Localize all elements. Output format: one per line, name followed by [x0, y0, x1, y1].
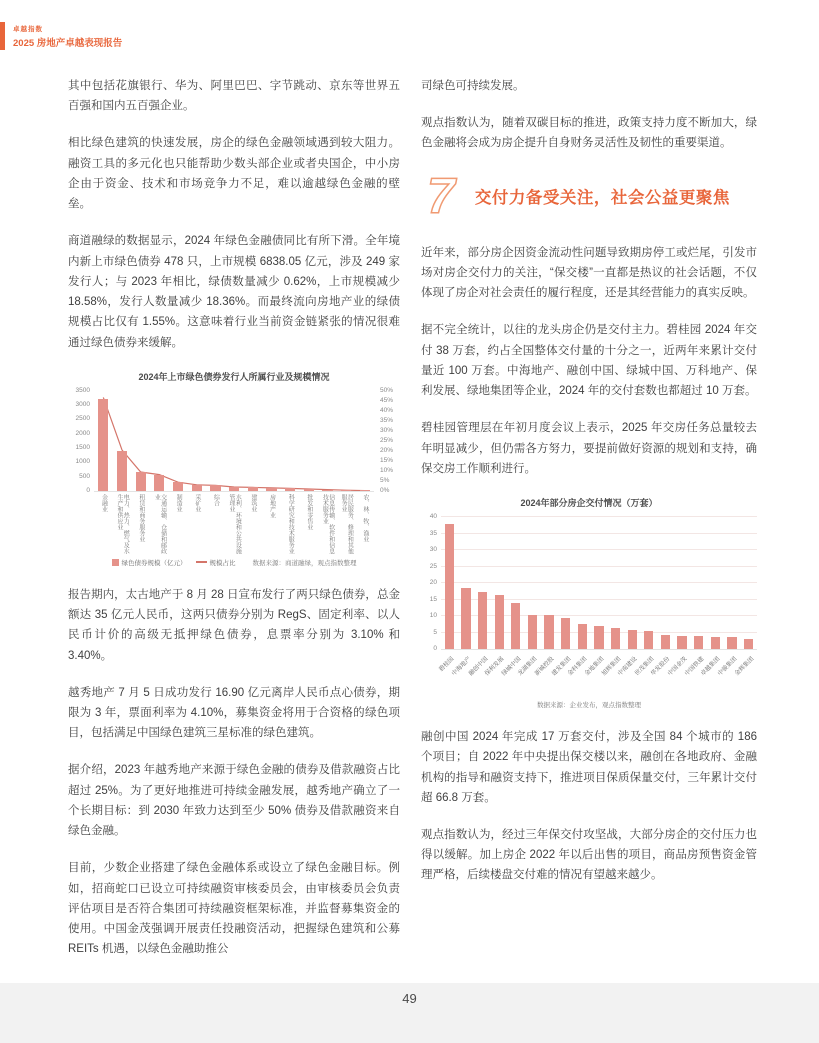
bar	[694, 636, 703, 649]
bar-column	[131, 472, 150, 491]
axis-tick: 1500	[75, 443, 90, 451]
bar	[266, 488, 276, 491]
bar	[578, 624, 587, 649]
section-number: 7	[427, 167, 455, 224]
y-axis-left	[68, 386, 94, 494]
axis-tick: 40%	[380, 406, 394, 414]
y-axis	[421, 513, 441, 653]
axis-tick: 2500	[75, 415, 90, 423]
bar	[341, 490, 351, 491]
x-axis-labels	[94, 494, 374, 554]
bar	[628, 630, 637, 649]
x-axis-label: 中国铁建	[683, 656, 706, 678]
section-heading	[421, 167, 757, 224]
bar-column	[169, 482, 188, 491]
bar-column	[557, 618, 574, 649]
x-axis-label: 农、林、牧、渔业	[361, 493, 368, 542]
section-title: 交付力备受关注，社会公益更聚焦	[474, 188, 730, 207]
axis-tick: 1000	[75, 458, 90, 466]
paragraph: 据不完全统计，以往的龙头房企仍是交付主力。碧桂园 2024 年交付 38 万套，约占全国整体交付量的十分之一，近两年来累计交付量近 100 万套。中海地产、融创中国、绿城中国、万科地产、保利发展、绿地集团等企业，2024 年的交付套数也都超过 10 万套。	[421, 324, 757, 398]
header-tagline: 卓越指数	[13, 25, 43, 33]
x-cell	[318, 494, 337, 554]
bar	[495, 595, 504, 649]
bar-column	[262, 488, 281, 491]
delivery-chart	[421, 496, 757, 709]
bar	[594, 626, 603, 649]
bar-column	[674, 636, 691, 649]
plot-area	[441, 517, 757, 650]
paragraph: 司绿色可持续发展。	[421, 80, 525, 92]
paragraph: 越秀地产 7 月 5 日成功发行 16.90 亿元离岸人民币点心债券，期限为 3 年，票面利率为 4.10%，募集资金将用于合资格的绿色项目，包括满足中国绿色建筑三星标准的绿色建筑。	[68, 686, 400, 740]
axis-tick: 25	[429, 562, 437, 570]
axis-tick: 30	[429, 546, 437, 554]
x-cell	[206, 494, 225, 554]
x-cell	[299, 494, 318, 554]
axis-tick: 0	[86, 486, 90, 494]
paragraph: 相比绿色建筑的快速发展，房企的绿色金融领域遇到较大阻力。融资工具的多元化也只能帮助少数头部企业或者央国企，中小房企由于资金、技术和市场竞争力不足，难以逾越绿色金融的壁垒。	[68, 137, 400, 211]
bar	[511, 603, 520, 650]
bar-column	[113, 451, 132, 491]
bar	[136, 472, 146, 491]
bar	[461, 588, 470, 649]
x-axis-label: 金地集团	[584, 656, 606, 678]
x-cell	[169, 494, 188, 554]
x-axis-label: 新城控股	[534, 656, 556, 678]
bar-column	[541, 615, 558, 649]
paragraph: 报告期内，太古地产于 8 月 28 日宣布发行了两只绿色债券，总金额达 35 亿元人民币，这两只债券分别为 RegS、固定利率、以人民币计价的高级无抵押绿色债券，息票率分别为 3.10% 和 3.40%。	[68, 588, 400, 662]
axis-tick: 50%	[380, 386, 394, 394]
x-axis-label: 租赁和商务服务业	[137, 493, 144, 542]
bar-column	[225, 487, 244, 491]
bar	[322, 490, 332, 491]
bar-column	[299, 489, 318, 491]
x-cell	[243, 494, 262, 554]
axis-tick: 3000	[75, 401, 90, 409]
bar	[528, 615, 537, 649]
chart-body	[421, 513, 757, 653]
bar-column	[318, 490, 337, 491]
page-number: 49	[402, 991, 417, 1006]
axis-tick: 20	[429, 579, 437, 587]
x-axis-label: 中南建设	[617, 656, 639, 678]
x-axis-label: 绿城中国	[500, 656, 523, 678]
axis-tick: 35	[429, 529, 437, 537]
x-cell	[337, 494, 356, 554]
bar-column	[355, 490, 374, 491]
bar-column	[724, 637, 741, 649]
bar-swatch-icon	[112, 559, 119, 566]
axis-tick: 15%	[380, 456, 394, 464]
bar-column	[707, 637, 724, 650]
x-cell	[150, 494, 169, 554]
bar-column	[187, 485, 206, 491]
x-axis-label: 信息传输、软件和信息技术服务业	[321, 493, 334, 554]
axis-tick: 10%	[380, 466, 394, 474]
bar	[445, 524, 454, 649]
x-cell	[281, 494, 300, 554]
x-cell	[355, 494, 374, 554]
x-axis-label: 制造业	[175, 493, 182, 512]
x-axis-label: 房地产业	[268, 493, 275, 518]
x-axis-label: 金辉集团	[733, 656, 755, 678]
gridline	[441, 516, 757, 517]
bar-column	[337, 490, 356, 491]
bar	[544, 615, 553, 649]
x-axis-label: 建筑业	[249, 493, 256, 512]
paragraph: 碧桂园管理层在年初月度会议上表示，2025 年交房任务总量较去年明显减少，但仍需各方努力，要提前做好资源的规划和支持，确保交房工作顺利进行。	[421, 422, 757, 475]
bar-column	[243, 487, 262, 491]
axis-tick: 25%	[380, 436, 394, 444]
bar	[154, 475, 164, 491]
header-text	[13, 24, 122, 49]
bar-column	[458, 588, 475, 649]
bar-column	[624, 630, 641, 649]
legend-item-line	[196, 558, 236, 567]
axis-tick: 2000	[75, 429, 90, 437]
x-cell	[225, 494, 244, 554]
x-cell	[187, 494, 206, 554]
axis-tick: 3500	[75, 386, 90, 394]
axis-tick: 0	[433, 645, 437, 653]
bar	[611, 628, 620, 649]
bar	[677, 636, 686, 649]
x-axis-label: 碧桂园	[438, 656, 456, 674]
x-axis-label: 居民服务、修理和其他服务业	[340, 493, 353, 554]
bar	[661, 635, 670, 649]
bar	[304, 489, 314, 491]
source-note: 数据来源：企业发布，观点指数整理	[537, 702, 641, 710]
paragraph: 其中包括花旗银行、华为、阿里巴巴、字节跳动、京东等世界五百强和国内五百强企业。	[68, 80, 400, 113]
x-axis-label: 交通运输、仓储和邮政业	[153, 493, 166, 554]
bar	[229, 487, 239, 491]
x-cell	[113, 494, 132, 554]
x-axis-label: 中国金茂	[667, 656, 689, 678]
bar-column	[441, 524, 458, 649]
bar	[561, 618, 570, 649]
x-axis-label: 保利发展	[484, 656, 506, 678]
gridline	[441, 566, 757, 567]
bar-column	[574, 624, 591, 649]
axis-tick: 5%	[380, 476, 390, 484]
legend-label: 规模占比	[209, 559, 236, 567]
axis-tick: 0%	[380, 486, 390, 494]
x-axis-label: 采矿业	[193, 493, 200, 512]
y-axis-right	[374, 386, 400, 494]
bar-column	[641, 631, 658, 649]
axis-tick: 45%	[380, 396, 394, 404]
x-axis-label: 电力、热力、燃气及水生产和供应业	[116, 493, 129, 554]
legend-label: 绿色债券规模（亿元）	[121, 559, 187, 567]
bar-column	[281, 488, 300, 491]
bar	[360, 490, 370, 491]
x-axis-label: 批发和零售业	[305, 493, 312, 530]
report-title: 2025 房地产卓越表现报告	[13, 37, 123, 49]
bar-column	[524, 615, 541, 649]
bar-column	[150, 475, 169, 491]
bar-column	[474, 592, 491, 649]
bar	[727, 637, 736, 649]
bar	[478, 592, 487, 649]
paragraph: 观点指数认为，经过三年保交付攻坚战，大部分房企的交付压力也得以缓解。加上房企 2022 年以后出售的项目，商品房预售资金管理严格，后续楼盘交付难的情况有望越来越少。	[421, 828, 757, 882]
green-bond-industry-chart	[68, 370, 400, 567]
source-note: 数据来源：商道融绿，观点指数整理	[252, 559, 357, 567]
paragraph: 近年来，部分房企因资金流动性问题导致期房停工或烂尾，引发市场对房企交付力的关注，“保交楼”一直都是热议的社会话题，不仅体现了房企对社会责任的履行程度，还是其经营能力的真实反映。	[421, 246, 757, 300]
gridline	[441, 582, 757, 583]
bar	[248, 487, 258, 491]
paragraph: 目前，少数企业搭建了绿色金融体系或设立了绿色金融目标。例如，招商蛇口已设立可持续融资审核委员会，由审核委员会负责评估项目是否符合集团可持续融资框架标准，并监督募集资金的使用。中国金茂强调开展责任投融资活动，把握绿色建筑和公募 REITs 机遇，以绿色金融助推公	[68, 862, 400, 956]
x-axis-label: 中骏集团	[717, 656, 739, 678]
gridline	[441, 533, 757, 534]
bar-column	[206, 485, 225, 490]
header-accent-bar	[0, 22, 5, 50]
axis-tick: 15	[429, 595, 437, 603]
bar-column	[591, 626, 608, 649]
bar	[173, 482, 183, 491]
bar	[98, 399, 108, 490]
paragraph: 据介绍，2023 年越秀地产来源于绿色金融的债券及借款融资占比超过 25%。为了更好地推进可持续金融发展，越秀地产确立了一个长期目标：到 2030 年致力达到至少 50% 债券及借款融资来自绿色金融。	[68, 764, 400, 838]
bar	[644, 631, 653, 649]
legend-item-bar	[112, 558, 187, 567]
paragraph: 商道融绿的数据显示，2024 年绿色金融债同比有所下滑。全年境内新上市绿色债券 478 只，上市规模 6838.05 亿元，涉及 249 家发行人；与 2023 年相比，绿债数量减少 0.62%，上市规模减少 18.58%，发行人数量减少 18.36%。而最终流向房地产业的绿债规模占比仅有 1.55%。这意味着行业当前资金链紧张的情况很难通过绿色债券来缓解。	[68, 235, 400, 349]
x-axis-label: 龙湖集团	[517, 656, 539, 678]
x-axis-label: 建发集团	[550, 656, 573, 678]
x-axis-label: 卓越集团	[700, 656, 722, 678]
bar-column	[740, 639, 757, 649]
x-axis-label: 旭辉集团	[600, 656, 622, 678]
x-axis-label: 中海地产	[451, 656, 473, 678]
x-axis-label: 金科集团	[567, 656, 589, 678]
x-cell	[733, 652, 757, 698]
axis-tick: 5	[433, 628, 437, 636]
paragraph: 观点指数认为，随着双碳目标的推进，政策支持力度不断加大，绿色金融将会成为房企提升自身财务灵活性及韧性的重要渠道。	[421, 117, 757, 150]
bar	[285, 488, 295, 491]
bar-column	[607, 628, 624, 649]
chart-title: 2024年上市绿色债券发行人所属行业及规模情况	[138, 371, 330, 382]
bar-column	[94, 399, 113, 490]
bar	[117, 451, 127, 491]
bar-column	[657, 635, 674, 649]
line-swatch-icon	[196, 561, 207, 563]
bar-column	[508, 603, 525, 650]
plot-area	[94, 391, 374, 492]
chart-title: 2024年部分房企交付情况（万套）	[520, 498, 658, 509]
paragraph: 融创中国 2024 年完成 17 万套交付，涉及全国 84 个城市的 186 个项目；自 2022 年中央提出保交楼以来，融创在各地政府、金融机构的指导和融资支持下，推进项目保质保量交付，三年累计交付超 66.8 万套。	[421, 731, 757, 804]
bar	[210, 485, 220, 490]
page-footer	[0, 983, 819, 1043]
axis-tick: 10	[429, 612, 437, 620]
x-axis-labels	[438, 652, 757, 698]
axis-tick: 40	[429, 513, 437, 521]
x-axis-label: 世茂集团	[633, 656, 656, 678]
bar	[744, 639, 753, 649]
report-header	[0, 22, 122, 50]
left-column	[68, 76, 400, 977]
x-axis-label: 科学研究和技术服务业	[287, 493, 294, 554]
axis-tick: 20%	[380, 446, 394, 454]
bar-column	[491, 595, 508, 649]
axis-tick: 500	[79, 472, 90, 480]
x-cell	[94, 494, 113, 554]
x-axis-label: 融创中国	[467, 656, 489, 678]
x-axis-label: 金融业	[100, 493, 107, 512]
axis-tick: 35%	[380, 416, 394, 424]
x-axis-label: 华发股份	[650, 656, 672, 678]
chart-legend	[68, 558, 400, 567]
x-cell	[131, 494, 150, 554]
x-axis-label: 水利、环境和公共设施管理业	[228, 493, 241, 554]
bar-column	[690, 636, 707, 649]
chart-body	[68, 386, 400, 494]
bar	[711, 637, 720, 650]
bar	[192, 485, 202, 491]
x-axis-label: 综合	[212, 493, 219, 506]
right-column	[421, 76, 757, 903]
gridline	[441, 549, 757, 550]
axis-tick: 30%	[380, 426, 394, 434]
x-cell	[262, 494, 281, 554]
